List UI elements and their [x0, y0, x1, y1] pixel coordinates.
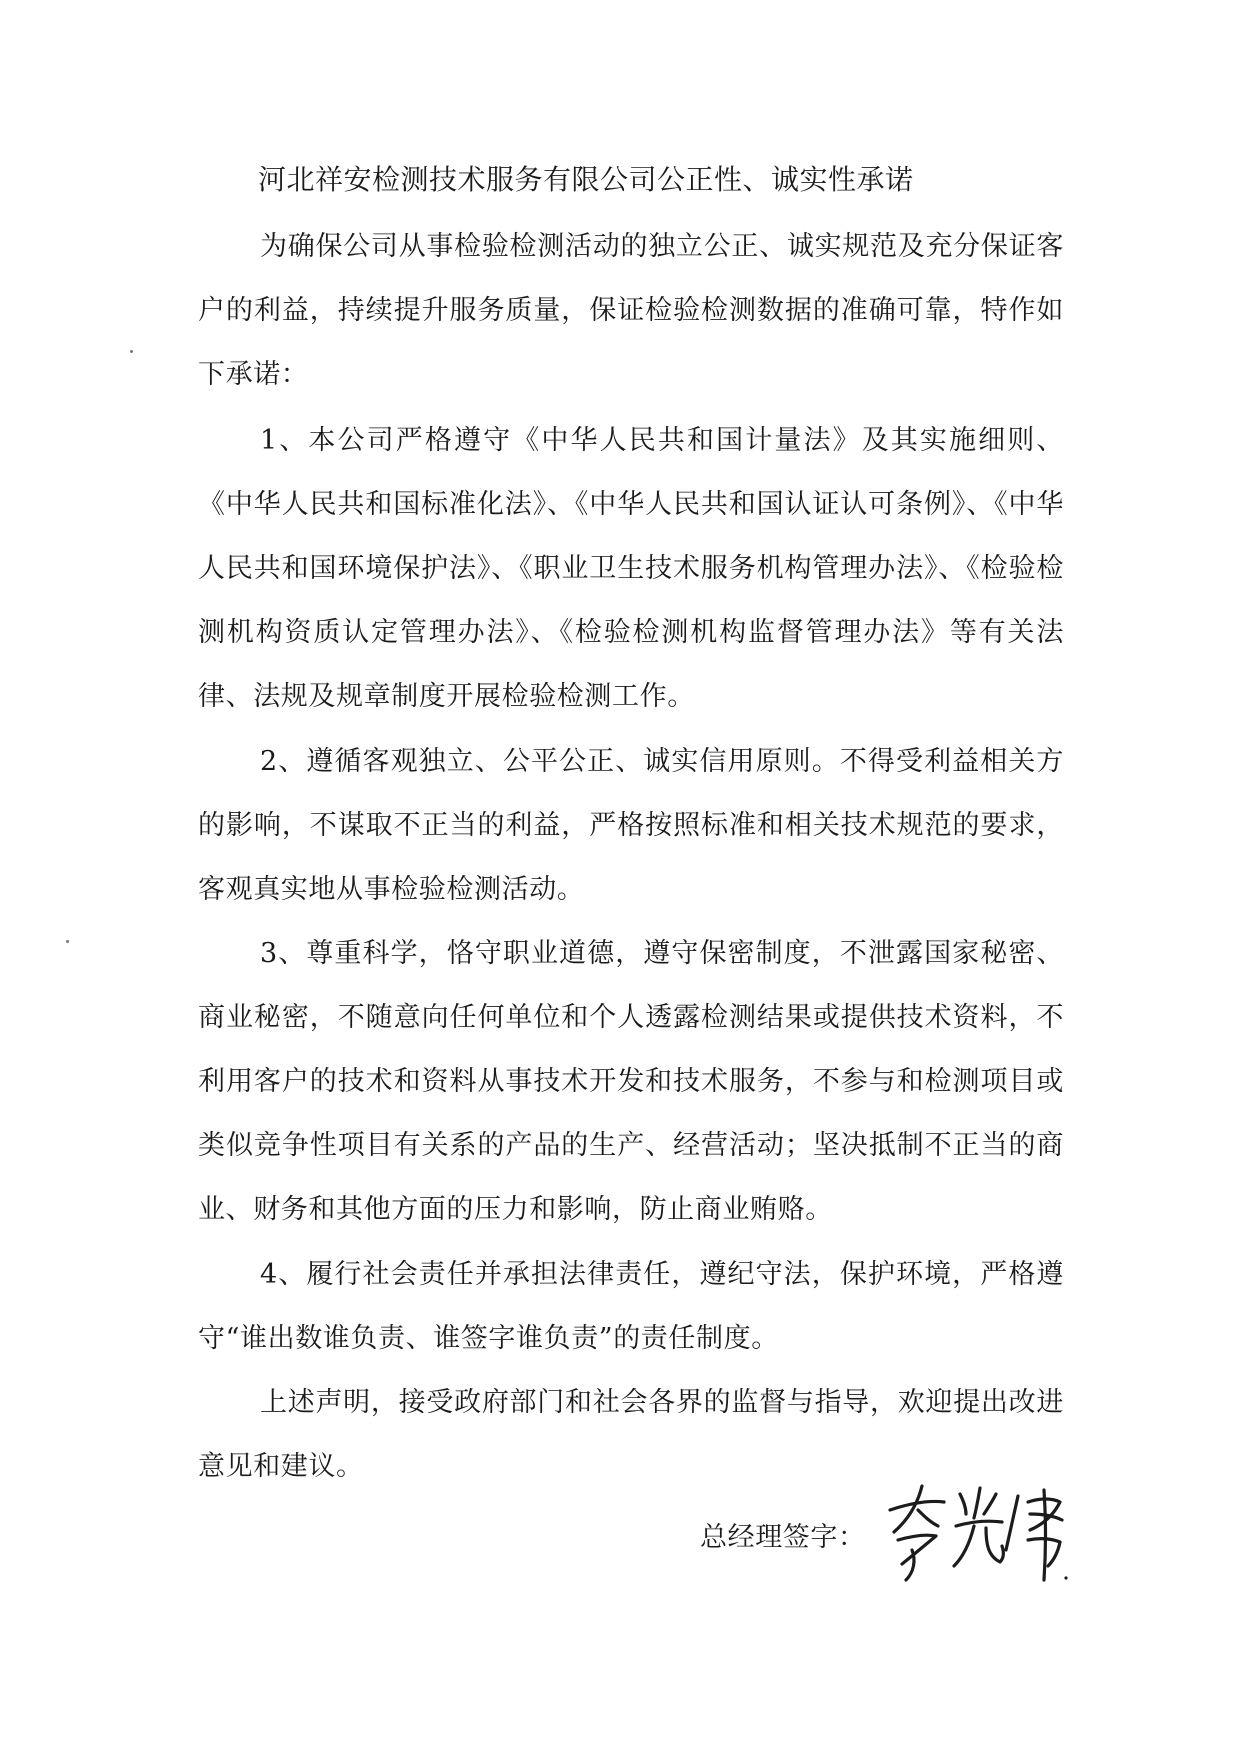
handwritten-signature [878, 1480, 1068, 1590]
closing-paragraph: 上述声明，接受政府部门和社会各界的监督与指导，欢迎提出改进意见和建议。 [198, 1387, 1064, 1482]
signature-block [700, 1480, 1100, 1590]
signature-label: 总经理签字： [700, 1522, 866, 1553]
commitment-item-4: 4、履行社会责任并承担法律责任，遵纪守法，保护环境，严格遵守“谁出数谁负责、谁签字谁负责”的责任制度。 [198, 1259, 1064, 1354]
commitment-item-3: 3、尊重科学，恪守职业道德，遵守保密制度，不泄露国家秘密、商业秘密，不随意向任何单位和个人透露检测结果或提供技术资料，不利用客户的技术和资料从事技术开发和技术服务，不参与和检测项目或类似竞争性项目有关系的产品的生产、经营活动；坚决抵制不正当的商业、财务和其他方面的压力和影响，防止商业贿赂。 [198, 938, 1064, 1225]
commitment-item-1: 1、本公司严格遵守《中华人民共和国计量法》及其实施细则、《中华人民共和国标准化法》、《中华人民共和国认证认可条例》、《中华人民共和国环境保护法》、《职业卫生技术服务机构管理办法》、《检验检测机构资质认定管理办法》、《检验检测机构监督管理办法》等有关法律、法规及规章制度开展检验检测工作。 [198, 425, 1064, 712]
intro-paragraph: 为确保公司从事检验检测活动的独立公正、诚实规范及充分保证客户的利益，持续提升服务质量，保证检验检测数据的准确可靠，特作如下承诺： [198, 231, 1064, 390]
commitment-item-2: 2、遵循客观独立、公平公正、诚实信用原则。不得受利益相关方的影响，不谋取不正当的利益，严格按照标准和相关技术规范的要求，客观真实地从事检验检测活动。 [198, 746, 1064, 905]
document-title: 河北祥安检测技术服务有限公司公正性、诚实性承诺 [258, 163, 914, 196]
scan-speck [130, 350, 133, 353]
scan-speck [66, 940, 69, 943]
